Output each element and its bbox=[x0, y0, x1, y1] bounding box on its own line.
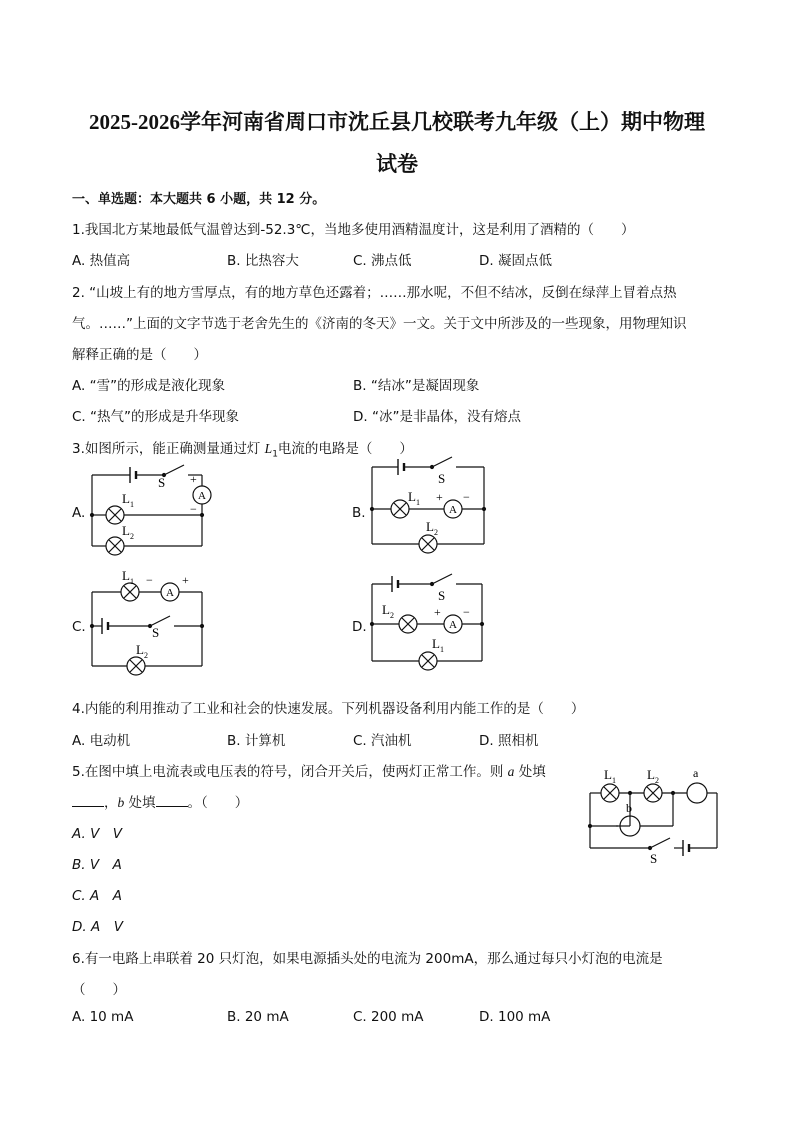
label-lamp2: L bbox=[122, 523, 130, 538]
q3-option-c-label: C. bbox=[72, 619, 86, 635]
label-ammeter: A bbox=[198, 490, 206, 502]
label-ammeter: A bbox=[449, 504, 457, 516]
q2-option-a: A. “雪”的形成是液化现象 bbox=[72, 378, 226, 394]
page-title-line2: 试卷 bbox=[376, 152, 418, 176]
label-minus: − bbox=[463, 605, 470, 619]
q1-option-a: A. 热值高 bbox=[72, 253, 131, 269]
q5-stem-line2 bbox=[72, 791, 248, 811]
q5-option-d: D. A V bbox=[72, 919, 123, 935]
label-lamp2: L bbox=[382, 602, 390, 617]
q1-option-b: B. 比热容大 bbox=[227, 253, 299, 269]
q3-option-d-label: D. bbox=[352, 619, 367, 635]
label-minus: − bbox=[146, 573, 153, 587]
q5-line1-post: 处填 bbox=[514, 764, 546, 780]
q4-stem: 4.内能的利用推动了工业和社会的快速发展。下列机器设备利用内能工作的是（ ） bbox=[72, 701, 585, 717]
q4-option-a: A. 电动机 bbox=[72, 733, 131, 749]
label-lamp1: L bbox=[432, 636, 440, 651]
label-lamp1-sub: 1 bbox=[130, 500, 134, 509]
q3-stem-pre: 3.如图所示，能正确测量通过灯 bbox=[72, 441, 265, 457]
q6-option-c: C. 200 mA bbox=[353, 1009, 424, 1025]
label-lamp1-sub: 1 bbox=[416, 498, 420, 507]
q3-stem-post: 电流的电路是（ ） bbox=[277, 441, 413, 457]
label-minus: − bbox=[463, 490, 470, 504]
q4-option-b: B. 计算机 bbox=[227, 733, 286, 749]
q2-option-b: B. “结冰”是凝固现象 bbox=[353, 378, 480, 394]
label-meter-b: b bbox=[626, 801, 632, 815]
label-lamp1: L bbox=[604, 767, 612, 782]
q5-line2-mid1: ， bbox=[104, 795, 118, 811]
q5-line1-pre: 5.在图中填上电流表或电压表的符号，闭合开关后，使两灯正常工作。则 bbox=[72, 764, 508, 780]
label-lamp2: L bbox=[647, 767, 655, 782]
label-lamp2-sub: 2 bbox=[434, 528, 438, 537]
label-lamp2-sub: 2 bbox=[390, 611, 394, 620]
label-lamp2-sub: 2 bbox=[130, 532, 134, 541]
section-heading: 一、单选题：本大题共 6 小题，共 12 分。 bbox=[72, 192, 326, 207]
q4-option-d: D. 照相机 bbox=[479, 733, 539, 749]
label-switch: S bbox=[438, 471, 446, 486]
q5-var-a: a bbox=[507, 764, 515, 779]
label-lamp1: L bbox=[122, 491, 130, 506]
q5-line2-mid2: 处填 bbox=[124, 795, 156, 811]
q5-option-a: A. V V bbox=[72, 826, 123, 842]
label-lamp2: L bbox=[426, 519, 434, 534]
q5-option-c: C. A A bbox=[72, 888, 122, 904]
label-lamp2: L bbox=[136, 642, 144, 657]
label-switch: S bbox=[438, 588, 446, 603]
q2-stem-line3: 解释正确的是（ ） bbox=[72, 347, 207, 363]
q6-option-d: D. 100 mA bbox=[479, 1009, 551, 1025]
page-title: 2025-2026学年河南省周口市沈丘县几校联考九年级（上）期中物理 bbox=[89, 110, 705, 134]
label-ammeter: A bbox=[166, 587, 174, 599]
q5-stem-line1 bbox=[72, 760, 546, 780]
label-plus: + bbox=[434, 605, 441, 619]
q5-line2-end: 。（ ） bbox=[187, 795, 249, 811]
q6-option-b: B. 20 mA bbox=[227, 1009, 289, 1025]
q5-var-b: b bbox=[117, 795, 125, 810]
q3-option-b-label: B. bbox=[352, 505, 366, 521]
circuit-diagram-c bbox=[80, 570, 220, 680]
label-lamp1-sub: 1 bbox=[612, 776, 616, 785]
q1-option-c: C. 沸点低 bbox=[353, 253, 412, 269]
q6-option-a: A. 10 mA bbox=[72, 1009, 134, 1025]
label-meter-a: a bbox=[693, 766, 699, 780]
q3-stem-sub: 1 bbox=[272, 449, 278, 460]
q2-stem-line1: 2. “山坡上有的地方雪厚点，有的地方草色还露着；……那水呢，不但不结冰，反倒在绿萍上冒着点热 bbox=[72, 285, 677, 301]
q6-stem-line2: （ ） bbox=[72, 982, 126, 998]
label-switch: S bbox=[650, 851, 658, 866]
label-lamp1: L bbox=[122, 568, 130, 583]
label-switch: S bbox=[152, 625, 160, 640]
q4-option-c: C. 汽油机 bbox=[353, 733, 412, 749]
label-switch: S bbox=[158, 475, 166, 490]
label-lamp2-sub: 2 bbox=[144, 651, 148, 660]
label-plus: + bbox=[190, 472, 197, 486]
q2-stem-line2: 气。……”上面的文字节选于老舍先生的《济南的冬天》一文。关于文中所涉及的一些现象，用物理知识 bbox=[72, 316, 687, 332]
label-lamp1-sub: 1 bbox=[130, 577, 134, 586]
circuit-diagram-d bbox=[360, 570, 500, 680]
label-lamp1: L bbox=[408, 489, 416, 504]
q5-circuit-diagram bbox=[580, 760, 730, 870]
q3-option-a-label: A. bbox=[72, 505, 86, 521]
label-lamp2-sub: 2 bbox=[655, 776, 659, 785]
q6-stem-line1: 6.有一电路上串联着 20 只灯泡，如果电源插头处的电流为 200mA，那么通过每只小灯泡的电流是 bbox=[72, 951, 663, 967]
label-minus: − bbox=[190, 502, 197, 516]
q5-blank-b bbox=[156, 794, 188, 807]
q5-blank-a bbox=[72, 794, 104, 807]
circuit-diagram-b bbox=[360, 455, 500, 570]
circuit-diagram-a bbox=[80, 455, 240, 570]
q2-option-c: C. “热气”的形成是升华现象 bbox=[72, 409, 239, 425]
q2-option-d: D. “冰”是非晶体，没有熔点 bbox=[353, 409, 521, 425]
label-lamp1-sub: 1 bbox=[440, 645, 444, 654]
q1-stem: 1.我国北方某地最低气温曾达到-52.3℃，当地多使用酒精温度计，这是利用了酒精的（ ） bbox=[72, 222, 635, 238]
q5-option-b: B. V A bbox=[72, 857, 122, 873]
label-plus: + bbox=[436, 490, 443, 504]
label-plus: + bbox=[182, 573, 189, 587]
q3-stem-var: L bbox=[264, 441, 273, 456]
label-ammeter: A bbox=[449, 619, 457, 631]
q1-option-d: D. 凝固点低 bbox=[479, 253, 552, 269]
